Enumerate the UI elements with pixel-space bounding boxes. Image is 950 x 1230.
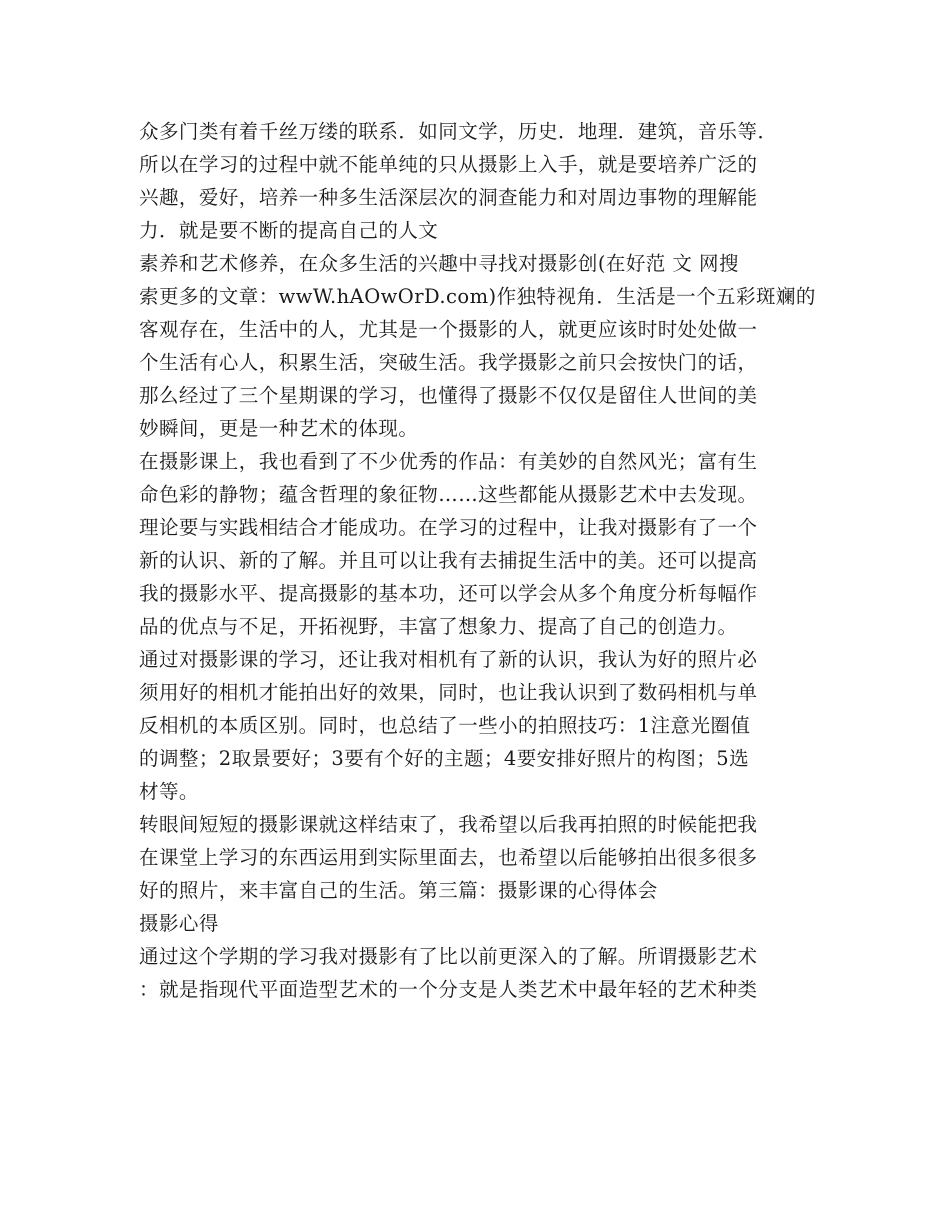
- text-line: 通过这个学期的学习我对摄影有了比以前更深入的了解。所谓摄影艺术: [139, 945, 758, 968]
- text-line: 品的优点与不足，开拓视野，丰富了想象力、提高了自己的创造力。: [139, 615, 738, 638]
- text-line: 须用好的相机才能拍出好的效果，同时，也让我认识到了数码相机与单: [139, 681, 758, 704]
- text-line: 索更多的文章：wwW.hAOwOrD.com)作独特视角．生活是一个五彩斑斓的: [139, 285, 816, 308]
- text-line: 力．就是要不断的提高自己的人文: [139, 219, 439, 242]
- text-line: 的调整；2取景要好；3要有个好的主题；4要安排好照片的构图；5选: [139, 747, 750, 770]
- section-heading: 摄影心得: [139, 912, 219, 935]
- text-line: 众多门类有着千丝万缕的联系．如同文学，历史．地理．建筑，音乐等．: [139, 120, 778, 143]
- text-line: 反相机的本质区别。同时，也总结了一些小的拍照技巧：1注意光圈值: [139, 714, 751, 737]
- document-body: [139, 115, 819, 1006]
- text-line: 所以在学习的过程中就不能单纯的只从摄影上入手，就是要培养广泛的: [139, 153, 758, 176]
- text-line: 兴趣，爱好，培养一种多生活深层次的洞查能力和对周边事物的理解能: [139, 186, 758, 209]
- text-line: 新的认识、新的了解。并且可以让我有去捕捉生活中的美。还可以提高: [139, 549, 758, 572]
- text-line: 材等。: [139, 780, 199, 803]
- text-line: 通过对摄影课的学习，还让我对相机有了新的认识，我认为好的照片必: [139, 648, 758, 671]
- text-line: 个生活有心人，积累生活，突破生活。我学摄影之前只会按快门的话，: [139, 351, 758, 374]
- text-line: 那么经过了三个星期课的学习，也懂得了摄影不仅仅是留住人世间的美: [139, 384, 758, 407]
- text-line: 在课堂上学习的东西运用到实际里面去，也希望以后能够拍出很多很多: [139, 846, 758, 869]
- text-line: 妙瞬间，更是一种艺术的体现。: [139, 417, 419, 440]
- text-line: ：就是指现代平面造型艺术的一个分支是人类艺术中最年轻的艺术种类: [139, 978, 758, 1001]
- text-line: 素养和艺术修养，在众多生活的兴趣中寻找对摄影创(在好范 文 网搜: [139, 252, 739, 275]
- text-line: 命色彩的静物；蕴含哲理的象征物……这些都能从摄影艺术中去发现。: [139, 483, 758, 506]
- text-line: 好的照片，来丰富自己的生活。第三篇：摄影课的心得体会: [139, 879, 658, 902]
- text-line: 在摄影课上，我也看到了不少优秀的作品：有美妙的自然风光；富有生: [139, 450, 758, 473]
- text-line: 客观存在，生活中的人，尤其是一个摄影的人，就更应该时时处处做一: [139, 318, 758, 341]
- text-line: 理论要与实践相结合才能成功。在学习的过程中，让我对摄影有了一个: [139, 516, 758, 539]
- text-line: 我的摄影水平、提高摄影的基本功，还可以学会从多个角度分析每幅作: [139, 582, 758, 605]
- text-line: 转眼间短短的摄影课就这样结束了，我希望以后我再拍照的时候能把我: [139, 813, 758, 836]
